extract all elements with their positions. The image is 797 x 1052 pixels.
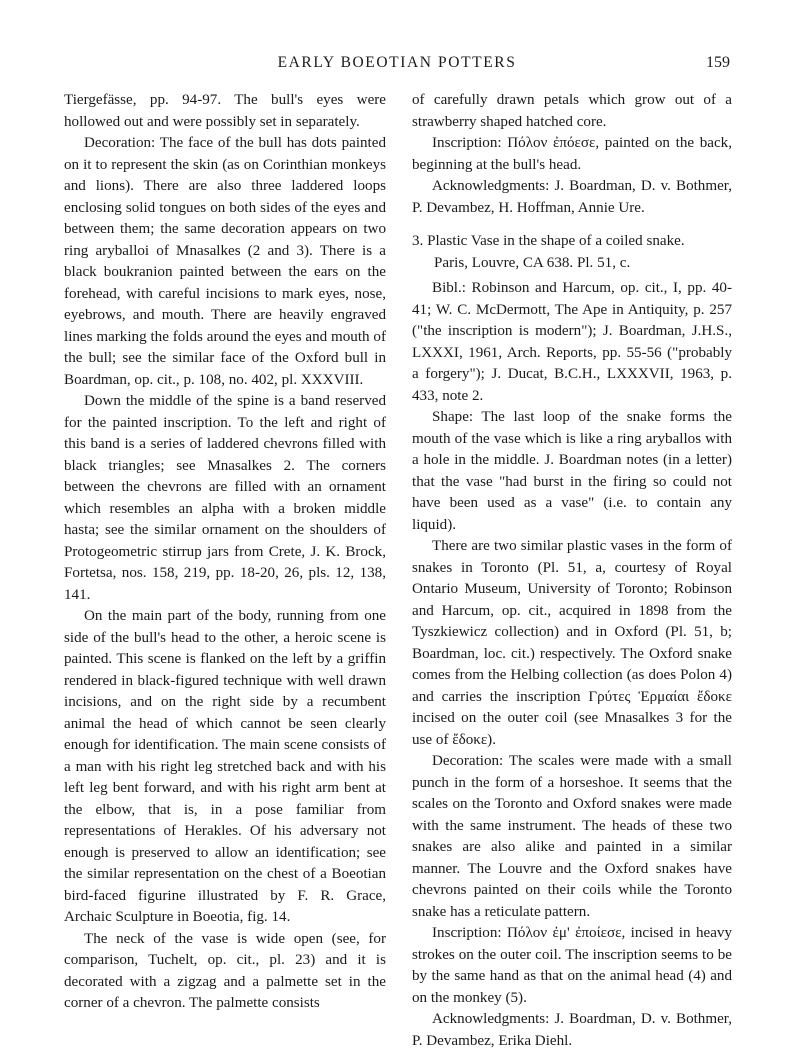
- paragraph-continuation: of carefully drawn petals which grow out of a strawberry shaped hatched core.: [412, 92, 732, 130]
- paragraph-main-scene: On the main part of the body, running from one side of the bull's head to the other, a heroic scene is painted. This scene is flanked on the left by a griffin rendered in black-figured technique with well drawn incisions, and on the right side by a recumbent animal the head of which cannot be seen clearly enough for identification. The main scene consists of a man with his right leg stretched back and with his left leg bent forward, and with his right arm bent at the elbow, that is, in a pose familiar from representations of Herakles. Of his adversary not enough is preserved to allow an identification; see the similar representation on the chest of a Boeotian bird-faced figurine illustrated by F. R. Grace, Archaic Sculpture in Boeotia, fig. 14.: [64, 608, 386, 925]
- entry-title: 3. Plastic Vase in the shape of a coiled snake.: [412, 233, 685, 249]
- paragraph-similar-vases: There are two similar plastic vases in the form of snakes in Toronto (Pl. 51, a, courtesy of Royal Ontario Museum, University of Toronto; Robinson and Harcum, op. cit., acquired in 1898 from the Tyszkiewicz collection) and in Oxford (Pl. 51, b; Boardman, loc. cit.) respectively. The Oxford snake comes from the Helbing collection (as does Polon 4) and carries the inscription Γρύτες Ἑρμαίαι ἔδοκε incised on the outer coil (see Mnasalkes 3 for the use of ἔδοκε).: [412, 538, 732, 748]
- left-column: [64, 90, 386, 1015]
- entry-location: Paris, Louvre, CA 638. Pl. 51, c.: [434, 254, 631, 271]
- right-column: [412, 90, 732, 1052]
- paragraph-decoration: Decoration: The face of the bull has dots painted on it to represent the skin (as on Corinthian monkeys and lions). There are also three laddered loops enclosing solid tongues on both sides of the eyes and between them; the same decoration appears on two ring aryballoi of Mnasalkes (2 and 3). There is a black boukranion painted between the ears on the forehead, with careful incisions to mark eyes, nose, eyebrows, and mouth. There are heavily engraved lines marking the folds around the eyes and mouth of the bull; see the similar face of the Oxford bull in Boardman, op. cit., p. 108, no. 402, pl. XXXVIII.: [64, 135, 386, 388]
- catalogue-entry-heading: [412, 231, 732, 274]
- page-number: 159: [706, 54, 730, 71]
- paragraph-inscription-1: Inscription: Πόλον ἐπόεσε, painted on the back, beginning at the bull's head.: [412, 135, 732, 173]
- paragraph-shape: Shape: The last loop of the snake forms the mouth of the vase which is like a ring aryballos with a hole in the middle. J. Boardman notes (in a letter) that the vase "had burst in the firing so could not have been used as a vase" (i.e. to contain any liquid).: [412, 409, 732, 533]
- paragraph-inscription-2: Inscription: Πόλον ἐμ' ἐποίεσε, incised in heavy strokes on the outer coil. The inscription seems to be by the same hand as that on the animal head (4) and on the monkey (5).: [412, 925, 732, 1006]
- paragraph-bibliography: Bibl.: Robinson and Harcum, op. cit., I, pp. 40-41; W. C. McDermott, The Ape in Antiquity, p. 257 ("the inscription is modern"); J. Boardman, J.H.S., LXXXI, 1961, Arch. Reports, pp. 55-56 ("probably a forgery"); J. Ducat, B.C.H., LXXXVII, 1963, p. 433, note 2.: [412, 280, 732, 404]
- paragraph-decoration-snake: Decoration: The scales were made with a small punch in the form of a horseshoe. It seems that the scales on the Toronto and Oxford snakes were made with the same instrument. The heads of these two snakes are also alike and painted in a similar manner. The Louvre and the Oxford snakes have chevrons painted on their coils while the Toronto snake has a reticulate pattern.: [412, 753, 732, 920]
- paragraph-neck: The neck of the vase is wide open (see, for comparison, Tuchelt, op. cit., pl. 23) and it is decorated with a zigzag and a palmette set in the corner of a chevron. The palmette consists: [64, 930, 386, 1011]
- page-header: [64, 54, 730, 78]
- paragraph-acknowledgments-1: Acknowledgments: J. Boardman, D. v. Bothmer, P. Devambez, H. Hoffman, Annie Ure.: [412, 178, 732, 216]
- running-title: EARLY BOEOTIAN POTTERS: [277, 54, 517, 71]
- paragraph-acknowledgments-2: Acknowledgments: J. Boardman, D. v. Bothmer, P. Devambez, Erika Diehl.: [412, 1011, 732, 1049]
- paragraph-intro: Tiergefässe, pp. 94-97. The bull's eyes were hollowed out and were possibly set in separately.: [64, 92, 386, 130]
- paragraph-spine: Down the middle of the spine is a band reserved for the painted inscription. To the left and right of this band is a series of laddered chevrons filled with black triangles; see Mnasalkes 2. The corners between the chevrons are filled with an ornament which resembles an alpha with a broken middle hasta; see the similar ornament on the shoulders of Protogeometric stirrup jars from Crete, J. K. Brock, Fortetsa, nos. 158, 219, pp. 18-20, 26, pls. 12, 138, 141.: [64, 393, 386, 603]
